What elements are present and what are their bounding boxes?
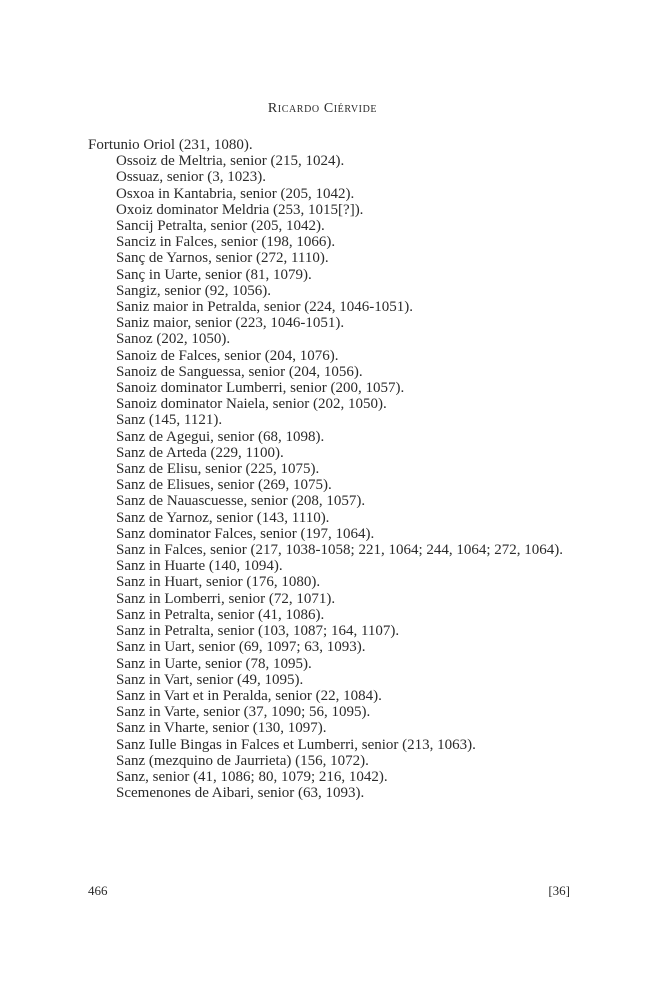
index-entry: Sanz in Uarte, senior (78, 1095). bbox=[116, 655, 312, 672]
signature-mark: [36] bbox=[548, 883, 570, 898]
index-entry: Sanz (145, 1121). bbox=[116, 412, 223, 429]
index-entry: Sangiz, senior (92, 1056). bbox=[116, 282, 271, 299]
index-entry: Sanz in Falces, senior (217, 1038-1058; 221, 1064; 244, 1064; 272, 1064). bbox=[116, 542, 564, 559]
index-entry: Sanz, senior (41, 1086; 80, 1079; 216, 1042). bbox=[116, 768, 388, 785]
index-entry: Sanç in Uarte, senior (81, 1079). bbox=[116, 266, 312, 283]
index-entries bbox=[88, 137, 578, 801]
index-entry: Oxoiz dominator Meldria (253, 1015[?]). bbox=[116, 201, 364, 218]
running-header: Ricardo Ciérvide bbox=[267, 101, 378, 116]
index-entry: Sanz in Vart, senior (49, 1095). bbox=[116, 671, 304, 688]
entry-list bbox=[88, 153, 578, 801]
index-entry: Sanz in Petralta, senior (103, 1087; 164, 1107). bbox=[116, 623, 400, 640]
index-entry: Sanz (mezquino de Jaurrieta) (156, 1072). bbox=[116, 752, 369, 769]
index-entry: Sanz de Elisu, senior (225, 1075). bbox=[116, 461, 320, 478]
index-entry: Sancij Petralta, senior (205, 1042). bbox=[116, 218, 325, 235]
index-entry: Sanoiz dominator Naiela, senior (202, 1050). bbox=[116, 396, 387, 413]
index-entry: Sanz de Arteda (229, 1100). bbox=[116, 444, 284, 461]
index-entry: Sanoz (202, 1050). bbox=[116, 331, 231, 348]
index-entry: Sanz Iulle Bingas in Falces et Lumberri, senior (213, 1063). bbox=[116, 736, 476, 753]
index-entry: Sanoiz de Sanguessa, senior (204, 1056). bbox=[116, 363, 363, 380]
index-entry: Scemenones de Aibari, senior (63, 1093). bbox=[116, 785, 365, 802]
page-number: 466 bbox=[88, 883, 108, 898]
index-entry: Sanç de Yarnos, senior (272, 1110). bbox=[116, 250, 329, 267]
index-entry: Sanoiz de Falces, senior (204, 1076). bbox=[116, 347, 339, 364]
index-entry: Sanz in Uart, senior (69, 1097; 63, 1093). bbox=[116, 639, 366, 656]
index-entry: Ossoiz de Meltria, senior (215, 1024). bbox=[116, 153, 345, 170]
index-entry: Sanz de Nauascuesse, senior (208, 1057). bbox=[116, 493, 366, 510]
index-entry: Sanz in Vart et in Peralda, senior (22, 1084). bbox=[116, 687, 382, 704]
index-entry: Sanz de Agegui, senior (68, 1098). bbox=[116, 428, 325, 445]
index-entry: Sanz de Elisues, senior (269, 1075). bbox=[116, 477, 332, 494]
index-entry: Sanz in Lomberri, senior (72, 1071). bbox=[116, 590, 336, 607]
index-entry: Osxoa in Kantabria, senior (205, 1042). bbox=[116, 185, 355, 202]
index-entry: Saniz maior, senior (223, 1046-1051). bbox=[116, 315, 345, 332]
index-entry: Sanciz in Falces, senior (198, 1066). bbox=[116, 234, 336, 251]
index-entry: Sanz in Varte, senior (37, 1090; 56, 1095). bbox=[116, 704, 371, 721]
index-entry: Ossuaz, senior (3, 1023). bbox=[116, 169, 266, 186]
index-entry: Sanoiz dominator Lumberri, senior (200, 1057). bbox=[116, 380, 405, 397]
lead-entry: Fortunio Oriol (231, 1080). bbox=[88, 137, 253, 153]
index-entry: Saniz maior in Petralda, senior (224, 1046-1051). bbox=[116, 299, 414, 316]
index-entry: Sanz in Vharte, senior (130, 1097). bbox=[116, 720, 327, 737]
index-entry: Sanz dominator Falces, senior (197, 1064). bbox=[116, 525, 375, 542]
index-entry: Sanz in Huart, senior (176, 1080). bbox=[116, 574, 321, 591]
index-entry: Sanz in Petralta, senior (41, 1086). bbox=[116, 606, 325, 623]
index-entry: Sanz de Yarnoz, senior (143, 1110). bbox=[116, 509, 330, 526]
index-entry: Sanz in Huarte (140, 1094). bbox=[116, 558, 283, 575]
